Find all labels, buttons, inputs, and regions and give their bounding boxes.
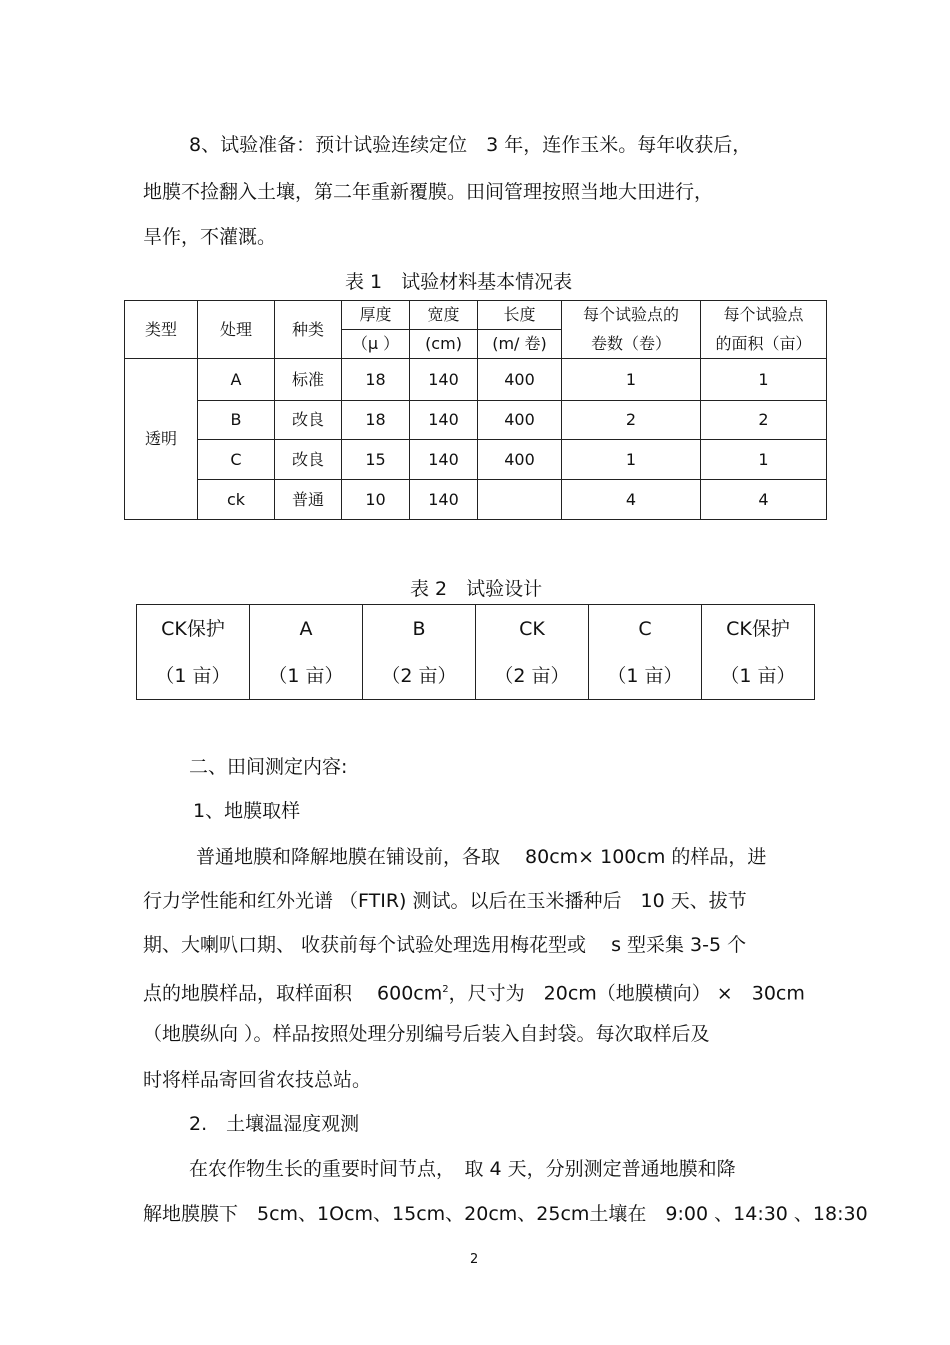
table2 [136, 604, 815, 700]
t1-header-length: 长度 [478, 301, 562, 330]
t1-cell: 18 [342, 401, 410, 440]
t1-header-rolls-2: 卷数（卷） [562, 330, 701, 359]
t1-cell: 400 [478, 359, 562, 401]
t2-bottom-cell: （1 亩） [589, 653, 702, 700]
table-row [125, 401, 827, 440]
t1-header-length-unit: (m/ 卷) [478, 330, 562, 359]
t1-cell: 1 [562, 359, 701, 401]
t1-group-label: 透明 [125, 359, 198, 520]
t2-top-cell: CK保护 [137, 605, 250, 653]
body-line: 普通地膜和降解地膜在铺设前，各取 80cm× 100cm 的样品，进 [196, 846, 767, 868]
body-line: 时将样品寄回省农技总站。 [143, 1069, 372, 1091]
t2-bottom-cell: （1 亩） [250, 653, 363, 700]
t1-cell: 2 [562, 401, 701, 440]
t1-cell: 140 [410, 359, 478, 401]
t1-cell: 2 [701, 401, 827, 440]
table2-caption: 表 2 试验设计 [410, 578, 543, 600]
t1-header-width: 宽度 [410, 301, 478, 330]
table-row [125, 359, 827, 401]
t1-header-thick: 厚度 [342, 301, 410, 330]
t1-cell: 15 [342, 440, 410, 480]
table1-caption: 表 1 试验材料基本情况表 [345, 271, 573, 293]
t2-top-cell: C [589, 605, 702, 653]
body-line-part: ，尺寸为 20cm（地膜横向） × 30cm [448, 982, 805, 1005]
t1-cell: C [198, 440, 275, 480]
body-line: 行力学性能和红外光谱 （FTIR) 测试。以后在玉米播种后 10 天、拔节 [143, 890, 747, 912]
t2-bottom-cell: （2 亩） [476, 653, 589, 700]
t1-cell: 400 [478, 440, 562, 480]
t1-header-area: 每个试验点 [701, 301, 827, 330]
t1-cell: 普通 [275, 480, 342, 520]
t1-header-rolls: 每个试验点的 [562, 301, 701, 330]
t2-top-cell: CK保护 [702, 605, 815, 653]
t1-cell: 4 [701, 480, 827, 520]
para1-line2: 地膜不捡翻入土壤，第二年重新覆膜。田间管理按照当地大田进行， [143, 181, 714, 203]
t1-cell: 10 [342, 480, 410, 520]
t1-cell: 改良 [275, 440, 342, 480]
t1-cell: 1 [562, 440, 701, 480]
t1-header-treat: 处理 [198, 301, 275, 359]
t2-top-cell: A [250, 605, 363, 653]
body-line: 解地膜膜下 5cm、1Ocm、15cm、20cm、25cm土壤在 9:00 、14:30 、18:30 [143, 1203, 868, 1225]
superscript-2: 2 [442, 984, 449, 995]
t1-cell: 18 [342, 359, 410, 401]
t1-cell: 标准 [275, 359, 342, 401]
t1-cell: 改良 [275, 401, 342, 440]
t1-cell: 4 [562, 480, 701, 520]
t1-cell: 140 [410, 401, 478, 440]
t2-bottom-cell: （2 亩） [363, 653, 476, 700]
body-line [143, 978, 805, 1005]
body-line: 在农作物生长的重要时间节点， 取 4 天，分别测定普通地膜和降 [189, 1158, 736, 1180]
subsection-title-2: 2. 土壤温湿度观测 [189, 1113, 360, 1135]
body-line: （地膜纵向 ）。样品按照处理分别编号后装入自封袋。每次取样后及 [143, 1023, 710, 1045]
table-row [125, 480, 827, 520]
t1-header-width-unit: (cm) [410, 330, 478, 359]
t1-cell: 140 [410, 440, 478, 480]
t1-header-thick-unit: （μ ） [342, 330, 410, 359]
t1-header-type: 类型 [125, 301, 198, 359]
page-number: 2 [470, 1252, 479, 1267]
t2-top-cell: B [363, 605, 476, 653]
t1-cell: 400 [478, 401, 562, 440]
table-row [125, 440, 827, 480]
t1-cell: 140 [410, 480, 478, 520]
t1-cell: A [198, 359, 275, 401]
para1-line1: 8、试验准备：预计试验连续定位 3 年，连作玉米。每年收获后， [189, 134, 752, 156]
body-line-part: 点的地膜样品，取样面积 600cm [143, 982, 443, 1005]
t1-cell: B [198, 401, 275, 440]
t2-bottom-cell: （1 亩） [137, 653, 250, 700]
subsection-title-1: 1、地膜取样 [193, 800, 301, 822]
section-title: 二、田间测定内容: [189, 756, 348, 778]
para1-line3: 旱作，不灌溉。 [143, 226, 277, 248]
body-line: 期、大喇叭口期、 收获前每个试验处理选用梅花型或 s 型采集 3-5 个 [143, 934, 747, 956]
t1-cell: ck [198, 480, 275, 520]
t2-top-cell: CK [476, 605, 589, 653]
t1-cell [478, 480, 562, 520]
t1-cell: 1 [701, 440, 827, 480]
t1-cell: 1 [701, 359, 827, 401]
table1 [124, 300, 827, 520]
t2-bottom-cell: （1 亩） [702, 653, 815, 700]
t1-header-kind: 种类 [275, 301, 342, 359]
t1-header-area-2: 的面积（亩） [701, 330, 827, 359]
